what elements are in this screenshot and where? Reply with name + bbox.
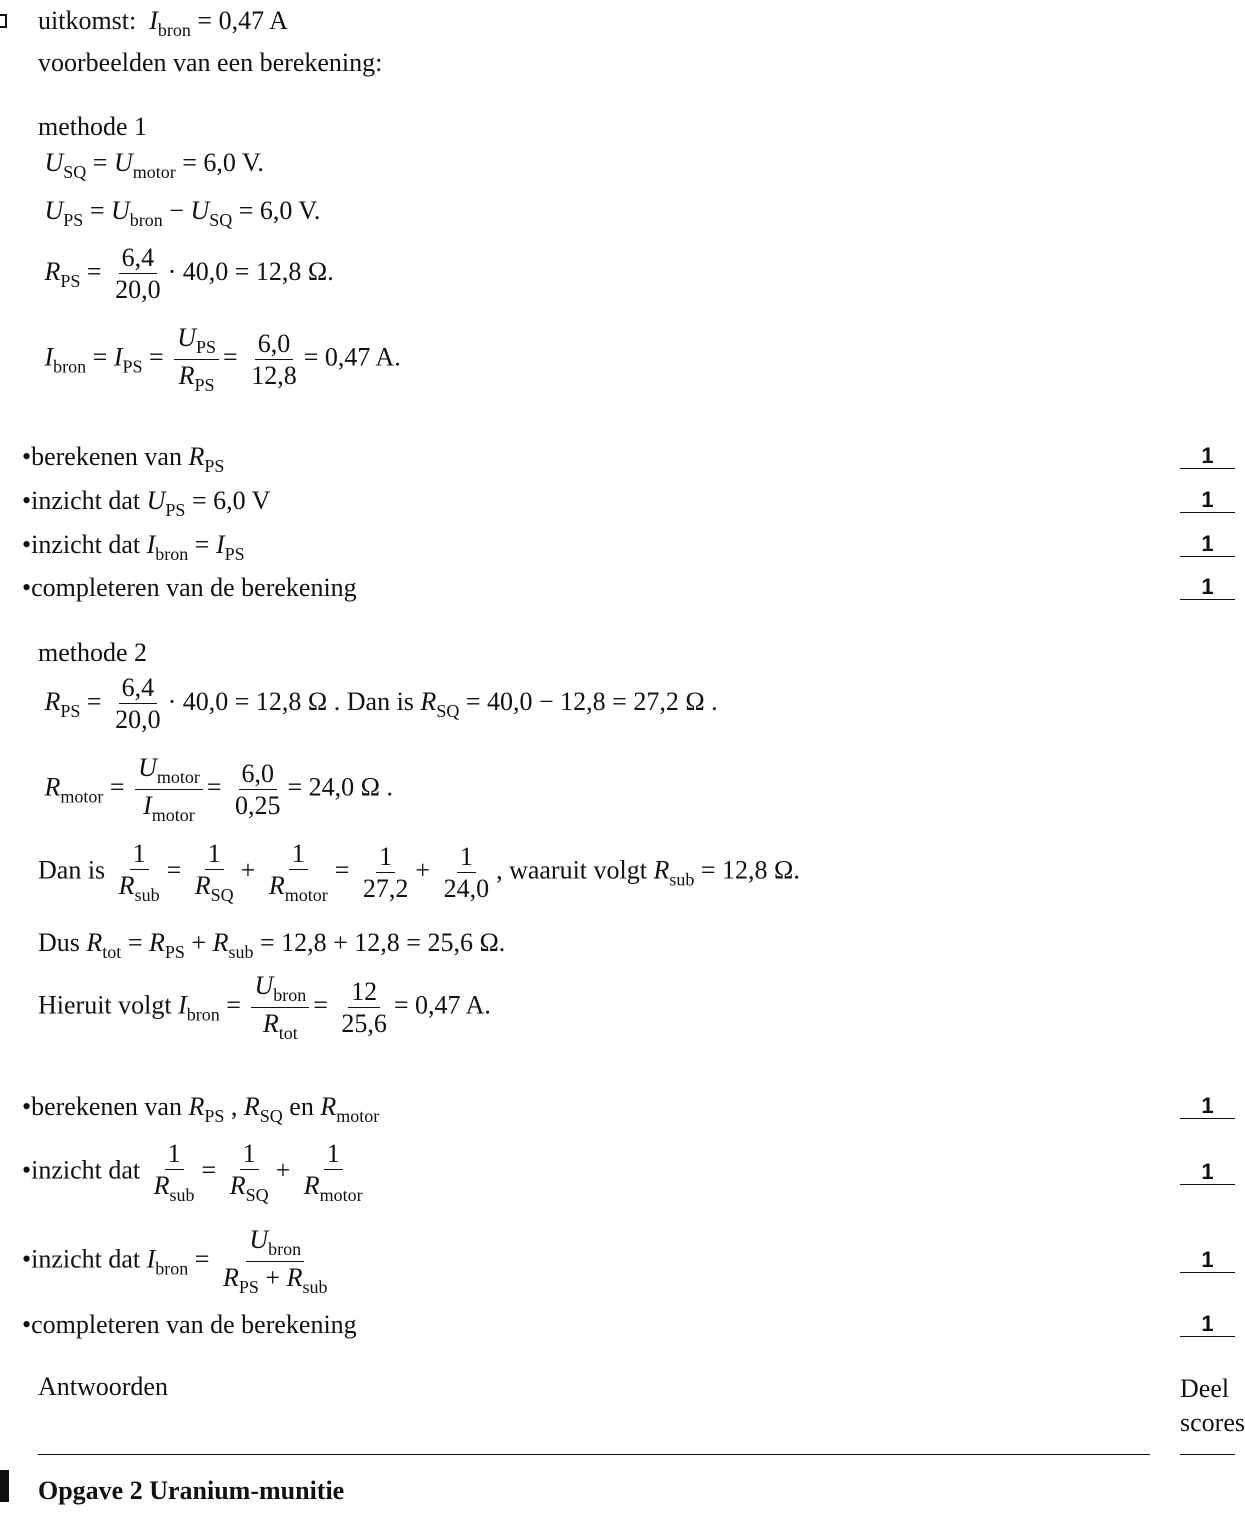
uitkomst-label: uitkomst: — [38, 6, 137, 35]
score-2: 1 — [1180, 488, 1235, 513]
methode2-eq5: Hieruit volgt $I_{bron}$ = $\frac{U_{bron}}{R_{tot}}$ = $\frac{12}{25,6}$ = 0,47 A. — [38, 971, 491, 1043]
score-4: 1 — [1180, 575, 1235, 600]
intro-text: voorbeelden van een berekening: — [38, 48, 383, 77]
score-8: 1 — [1180, 1312, 1235, 1337]
methode2-eq1: $R_{PS}$ = $\frac{6,4}{20,0}$ · 40,0 = 12,8 Ω . Dan is $R_{SQ} = 40,0 - 12,8 = 27,2$ Ω . — [44, 673, 718, 735]
solid-margin-marker — [0, 1470, 9, 1502]
divider-left — [38, 1454, 1150, 1455]
m2-bullet-4: •completeren van de berekening — [22, 1310, 357, 1339]
m1-bullet-1: •berekenen van $R_{PS}$ — [22, 442, 225, 476]
m2-bullet-3: •inzicht dat $I_{bron}$ = $\frac{U_{bron}}{R_{PS} + R_{sub}}$ — [22, 1225, 328, 1297]
score-6: 1 — [1180, 1160, 1235, 1185]
antwoorden-label: Antwoorden — [38, 1372, 168, 1401]
deelscores-label: Deel scores — [1180, 1374, 1245, 1437]
divider-right — [1180, 1454, 1235, 1455]
score-7: 1 — [1180, 1248, 1235, 1273]
next-question-heading: Opgave 2 Uranium-munitie — [38, 1476, 345, 1505]
methode1-eq1: $U_{SQ} = U_{motor} = 6,0$ V. — [44, 148, 264, 182]
methode2-eq2: $R_{motor}$ = $\frac{U_{motor}}{I_{motor}}$ = $\frac{6,0}{0,25}$ = 24,0 Ω . — [44, 753, 394, 825]
methode2-eq3: Dan is $\frac{1}{R_{sub}}$ = $\frac{1}{R_{SQ}}$ + $\frac{1}{R_{motor}}$ = $\frac{1}{27,2}$ + $\frac{1}{24,0}$ , waaruit volgt $R_{sub} = 12,8$ Ω. — [38, 839, 800, 906]
m2-bullet-2: •inzicht dat $\frac{1}{R_{sub}}$ = $\frac{1}{R_{SQ}}$ + $\frac{1}{R_{motor}}$ — [22, 1139, 363, 1206]
methode2-eq4: Dus $R_{tot} = R_{PS} + R_{sub} = 12,8 + 12,8 = 25,6$ Ω. — [38, 928, 506, 962]
methode1-eq3: $R_{PS}$ = $\frac{6,4}{20,0}$ · 40,0 = 12,8 Ω. — [44, 243, 334, 305]
uitkomst-line: uitkomst: $I_{bron} = 0,47$ A — [38, 6, 288, 40]
m1-bullet-2: •inzicht dat $U_{PS} = 6,0$ V — [22, 486, 271, 520]
score-1: 1 — [1180, 444, 1235, 469]
methode1-title: methode 1 — [38, 112, 148, 141]
open-margin-marker — [0, 14, 7, 28]
m1-bullet-4: •completeren van de berekening — [22, 573, 357, 602]
methode2-title: methode 2 — [38, 638, 148, 667]
methode1-eq4: $I_{bron} = I_{PS}$ = $\frac{U_{PS}}{R_{PS}}$ = $\frac{6,0}{12,8}$ = 0,47 A. — [44, 323, 401, 395]
m1-bullet-3: •inzicht dat $I_{bron} = I_{PS}$ — [22, 530, 245, 564]
score-3: 1 — [1180, 532, 1235, 557]
score-5: 1 — [1180, 1094, 1235, 1119]
methode1-eq2: $U_{PS} = U_{bron} - U_{SQ} = 6,0$ V. — [44, 196, 321, 230]
m2-bullet-1: •berekenen van $R_{PS}$ , $R_{SQ}$ en $R_{motor}$ — [22, 1092, 380, 1126]
